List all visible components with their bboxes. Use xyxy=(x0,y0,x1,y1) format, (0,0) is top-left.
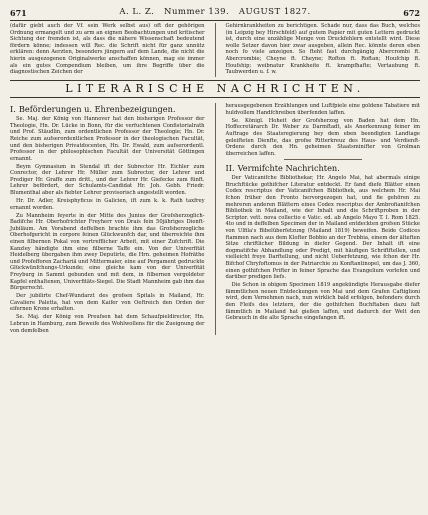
news-paragraph: Se. Maj. der König von Preufsen hat dem Schaufpieldirector, Hn. Lebrun in Hamburg, zum Beweife des Wohlwollens für die Zueignung der von demfelben xyxy=(10,314,205,334)
section-banner: LITERARISCHE NACHRICHTEN. xyxy=(65,82,365,96)
issue-date: AUGUST 1827. xyxy=(238,7,311,17)
header-center xyxy=(10,7,420,17)
news-columns xyxy=(10,103,420,335)
news-left-column xyxy=(10,103,205,335)
continuation-left-text: (dafür giebt auch der Vf. sein Werk selbst aus) oft der gehörigen Ordnung ermangelt und zu arm an eignen Beobachtungen und kritischer Sichtung der fremden ist, als dass die nähere Wissenschaft bedeutend fördern könne; indessen will Rec. die Schrift nicht für ganz unnütz erklären: denn Aerzten, besonders jüngern auf dem Lande, die nicht die hierin ausgezogenen Originalwerke anschaffen können, mag sie immer als ein gutes Compendium bleiben, um ihre Begriffe über die diagnostischen Zeichen der xyxy=(10,23,205,76)
section-rule-thin xyxy=(10,97,420,98)
issue-number: Nummer 139. xyxy=(164,7,230,17)
news-paragraph: Die Schon in obigem Specimen 1819 angekündigte Herausgabe diefer fämmtlichen neuen Entdeckungen von Mai und dem Grafen Caftiglioni wird, dem Vernehmen nach, nun wirklich bald erfolgen, befonders durch den Fleifs des letztern, der die gothifchen Buchftaben dazu faft fämmtlich in Mailand hat gießen laffen, und dadurch der Welt den Gebrauch in die alte Sprache eingefangen ift. xyxy=(225,282,420,322)
continuation-right-column xyxy=(226,23,421,77)
page-number-left: 671 xyxy=(10,8,27,18)
news-right-column xyxy=(226,103,421,335)
section-heading-2 xyxy=(226,163,421,173)
divider xyxy=(284,159,362,160)
continuation-block xyxy=(10,23,420,77)
journal-title: A. L. Z. xyxy=(119,7,155,17)
section-number: II. xyxy=(225,163,235,174)
column-divider xyxy=(215,23,216,77)
section-number: I. xyxy=(10,104,16,115)
news-paragraph: Der Vaticanifche Bibliothekar, Hr. Angelo Mai, hat abermals einige Bruchftücke gothifcher Literatur entdeckt. Er fand diefe Blätter einen Codex rescriptus der Vaticanifchen Bibliothek, aus welchem Hr. Mai fchon früher den Fronto hervorgezogen hat, und fie gehören zu mehreren anderen Blättern eines Codex rescriptus der Ambrofianifchen Bibliothek in Mailand, wie der Inhalt und die Schriftproben in der Scriptor. vett. nova collectio e Vatic. ed. ab Angelo Mayo T. I. Rom 1825. 4to und in deffelben Specimen der in Mailand entdeckten grofsen Stücke von Ulfila's Bibelüberfetzung (Mailand 1819) beweifen. Beide Codices ftammen nach aus dem Klofter Bobbio an der Trebbia, einem der älteften Sitze chriftlicher Bildung in diefer Gegend. Der Inhalt ift eine dogmatifche Abhandlung oder Predigt, mit häufigen Schriftftellen, und vielleicht freye Darftellung, und nicht Ueberfetzung, wie fchon der Hr. Bifchof Chryfoftomus in der Patriarchie zu Konftantinopel, um das J. 360, einen gothifchen Prifter in feiner Sprache das Evangelium vorlefen und darüber predigen liefs. xyxy=(225,175,420,281)
running-header xyxy=(10,6,420,21)
news-paragraph: Beym Gymnasium in Stendal ift der Subrector Hr. Eichler zum Conrector, der Lehrer Hr. Müller zum Subrector, der Lehrer und Prediger Hr. Graffe zum dritt., und der Lehrer Hr. Giefecke zum fünft. Lehrer befördert, der Schulamts-Candidat Hr. Joh. Gebh. Friedr. Blumenthal aber als fiebter Lehrer provisorisch angestellt worden. xyxy=(10,163,205,197)
continuation-right-text: Gehirnkrankheiten zu berichtigen. Schade nur, dass das Buch, welches (in Leipzig bey Hirschfeld) auf gutem Papier mit guten Lettern gedruckt ist, durch eine unzählige Menge von Druckfehlern entstellt wird. Diese wolle Setzer davon hier zwar ausgeben, allein Rec. könnte deren eben noch fo viele anzeigen. So fteht fast durchgängig Abercrombi ft. Abercrombie; Cheyne ft. Cheyne; Rofton ft. Roftan; Houfchip ft. Houfship; weibnatur Krankheite ft. krampfhafte; Vertaubung ft. Taubwerden u. f. w. xyxy=(225,23,420,76)
section-title: Vermifchte Nachrichten. xyxy=(237,163,340,174)
news-paragraph: Se. Maj. der König von Hannover hat den bisherigen Professor der Theologie, Hn. Dr. Lücke in Bonn, für die verfuchtenen Confistorialrath und Prof. Stäudlin, zum ordentlichen Professor der Theologie; Hn. Dr. Reiche zum aufserordentlichen Professor in der theologischen Facultät, und den bisherigen Privatdocenten, Hn. Dr. Ewald, zum aufserordentl. Professor in der philosophischen Facultät der Universität Göttingen ernannt. xyxy=(10,116,205,162)
column-divider xyxy=(215,103,216,335)
news-paragraph: Se. Königl. Hoheit der Grofsherzog von Baden hat dem Hn. Hoffecretärarch Dr. Weber zu Darmftadt, als Anerkennung feiner im Auftrage des Staatsregierung bey dem eben beendigten Landtage geleifteten Dienfte, das grofse Ritterkreuz des Haus- und Verdienft-Ordens durch den Hn. geheimen Staatsminifter von Grolman überreichen laffen. xyxy=(225,117,420,157)
news-paragraph: Zu Mannheim feyerte in der Mitte des Junius der Grofsherzoglich-Badifche Hr. Oberhofrichter Freyherr von Drais fein 50jähriges Dienft-Jubiläum. Am Vorabend deffelben brachte ihm das Grofsherzogliche Oberhofgericht in corpore feinen Glückwunfch dar, und überreichte ihm einen filbernen Pokal von vortrefflicher Arbeit, mit einer Zufchrift. Die Kanzley händigte ihm eine filberne Taffe ein. Von der Univerfität Heidelberg übergaben ihm zwey Deputirte, die Hrn. geheimen Hofräthe und Profefforen Zachariä und Mittermaier, eine auf Pergament gedruckte Glückwünfchungs-Urkunde; eine gleiche kam von der Univerfität Freyburg in Sammt gebunden und mit dem, in filbernen vergoldeter Kapfel enthaltenen, Univerfitäts-Siegel. Die Stadt Mannheim gab ihm das Bürgerrecht. xyxy=(10,212,205,292)
news-paragraph: herausgegebenen Erzählungen und Luftfpiele eine goldene Tabatiere mit huldvollem Handfchreiben überfenden laffen. xyxy=(225,103,420,116)
section-rule xyxy=(10,80,420,81)
section-title: Beförderungen u. Ehrenbezeigungen. xyxy=(18,104,176,115)
news-paragraph: Hr. Dr. Adler, Kreisphyficus in Galicien, ift zum k. k. Rath taxfrey ernannt worden. xyxy=(10,198,205,211)
news-paragraph: Der jubilirte Chef-Wundarzt des grofsen Spitals in Mailand, Hr. Cavaliere Paletta, hat von dem Kaifer von Oeftreich den Orden der eifernen Krone erhalten. xyxy=(10,293,205,313)
continuation-left-column xyxy=(10,23,205,77)
page-number-right: 672 xyxy=(403,8,420,18)
section-heading-1 xyxy=(10,104,205,114)
